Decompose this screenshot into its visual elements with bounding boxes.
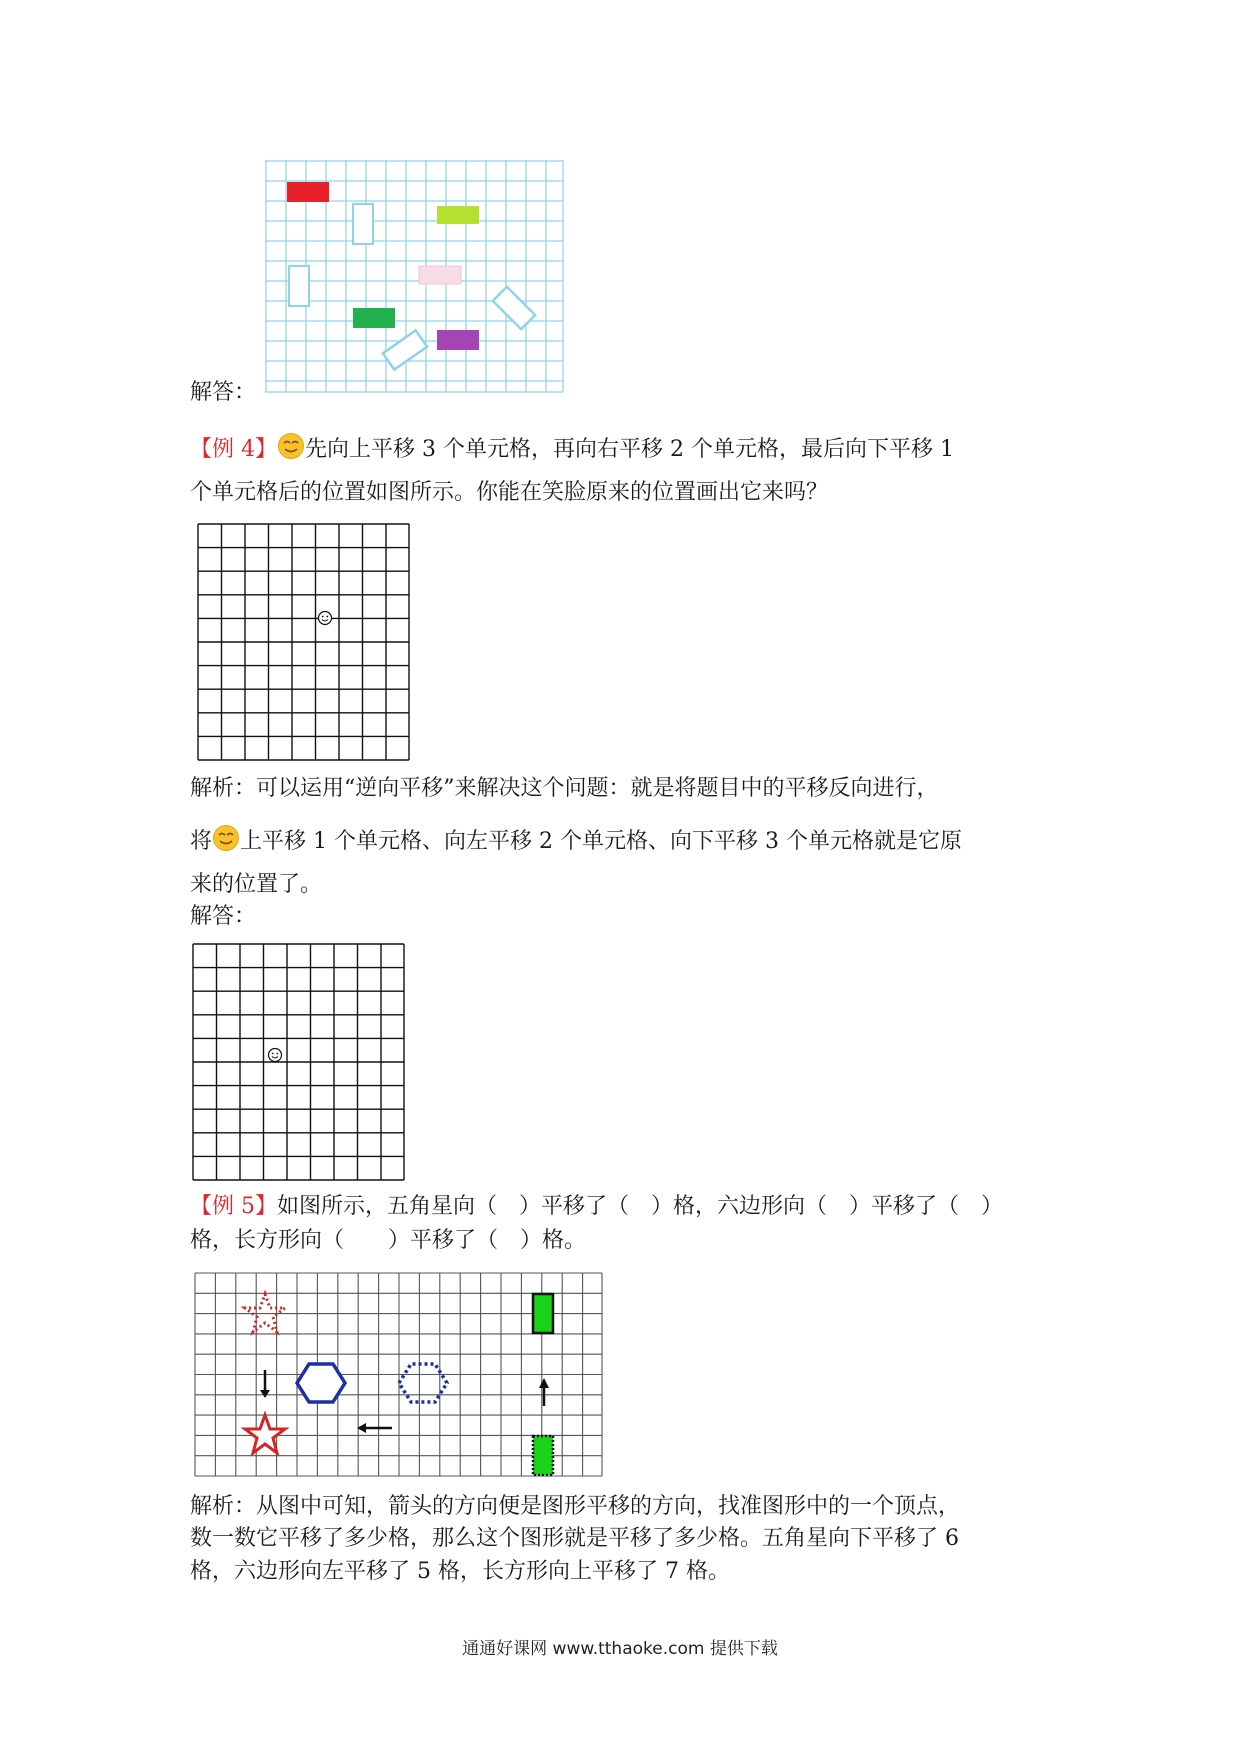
example5-question-line1 — [190, 1192, 1003, 1222]
solid-rectangle-moved — [533, 1294, 553, 1333]
analysis4-answer-label: 解答： — [190, 904, 257, 929]
analysis5-line1: 解析：从图中可知，箭头的方向便是图形平移的方向，找准图形中的一个顶点， — [190, 1494, 961, 1519]
purple-rectangle — [437, 330, 479, 350]
small-smiley-icon — [319, 612, 332, 625]
analysis4-line3: 来的位置了。 — [190, 872, 323, 897]
solid-hexagon-moved — [297, 1364, 345, 1402]
outline-tilted-rectangle-2 — [383, 330, 427, 369]
smiley-face-icon — [212, 824, 240, 852]
outline-tilted-rectangle-1 — [493, 287, 535, 329]
example4-tag: 【例 4】 — [190, 437, 277, 462]
green-rectangle — [353, 308, 395, 328]
analysis5-line3: 格，六边形向左平移了 5 格，长方形向上平移了 7 格。 — [190, 1559, 730, 1584]
grid-figure-colored-rectangles — [265, 160, 565, 396]
example5-question-line2: 格，长方形向（ ）平移了（ ）格。 — [190, 1228, 587, 1253]
dotted-rectangle-original — [533, 1436, 553, 1475]
example5-line1-text: 如图所示，五角星向（ ）平移了（ ）格，六边形向（ ）平移了（ ） — [277, 1194, 1004, 1219]
outline-vertical-rectangle-2 — [289, 266, 309, 306]
analysis4-line2-post: 上平移 1 个单元格、向左平移 2 个单元格、向下平移 3 个单元格就是它原 — [240, 829, 962, 854]
example4-question-line2: 个单元格后的位置如图所示。你能在笑脸原来的位置画出它来吗？ — [190, 480, 829, 505]
analysis5-line2: 数一数它平移了多少格，那么这个图形就是平移了多少格。五角星向下平移了 6 — [190, 1526, 959, 1551]
grid-figure-question — [196, 522, 412, 762]
example4-question-line1 — [190, 432, 954, 465]
answer-label: 解答： — [190, 380, 257, 405]
arrow-up-icon — [539, 1378, 549, 1406]
analysis4-line2-pre: 将 — [190, 829, 213, 854]
example4-line1-text: 先向上平移 3 个单元格，再向右平移 2 个单元格，最后向下平移 1 — [305, 437, 954, 462]
analysis4-line1: 解析：可以运用“逆向平移”来解决这个问题：就是将题目中的平移反向进行， — [190, 776, 939, 801]
page-footer: 通通好课网 www.tthaoke.com 提供下载 — [462, 1639, 778, 1659]
grid-figure-answer — [191, 942, 407, 1182]
grid-figure-translations — [194, 1272, 604, 1478]
small-smiley-icon — [269, 1049, 282, 1062]
solid-star-moved — [245, 1415, 285, 1453]
example5-tag: 【例 5】 — [190, 1194, 277, 1219]
smiley-face-icon — [277, 432, 305, 460]
pink-rectangle — [419, 266, 461, 284]
dotted-star-original — [245, 1294, 285, 1332]
lime-rectangle — [437, 206, 479, 224]
outline-vertical-rectangle-1 — [353, 204, 373, 244]
analysis4-line2 — [190, 824, 962, 857]
red-rectangle — [287, 182, 329, 202]
arrow-left-icon — [357, 1423, 392, 1433]
